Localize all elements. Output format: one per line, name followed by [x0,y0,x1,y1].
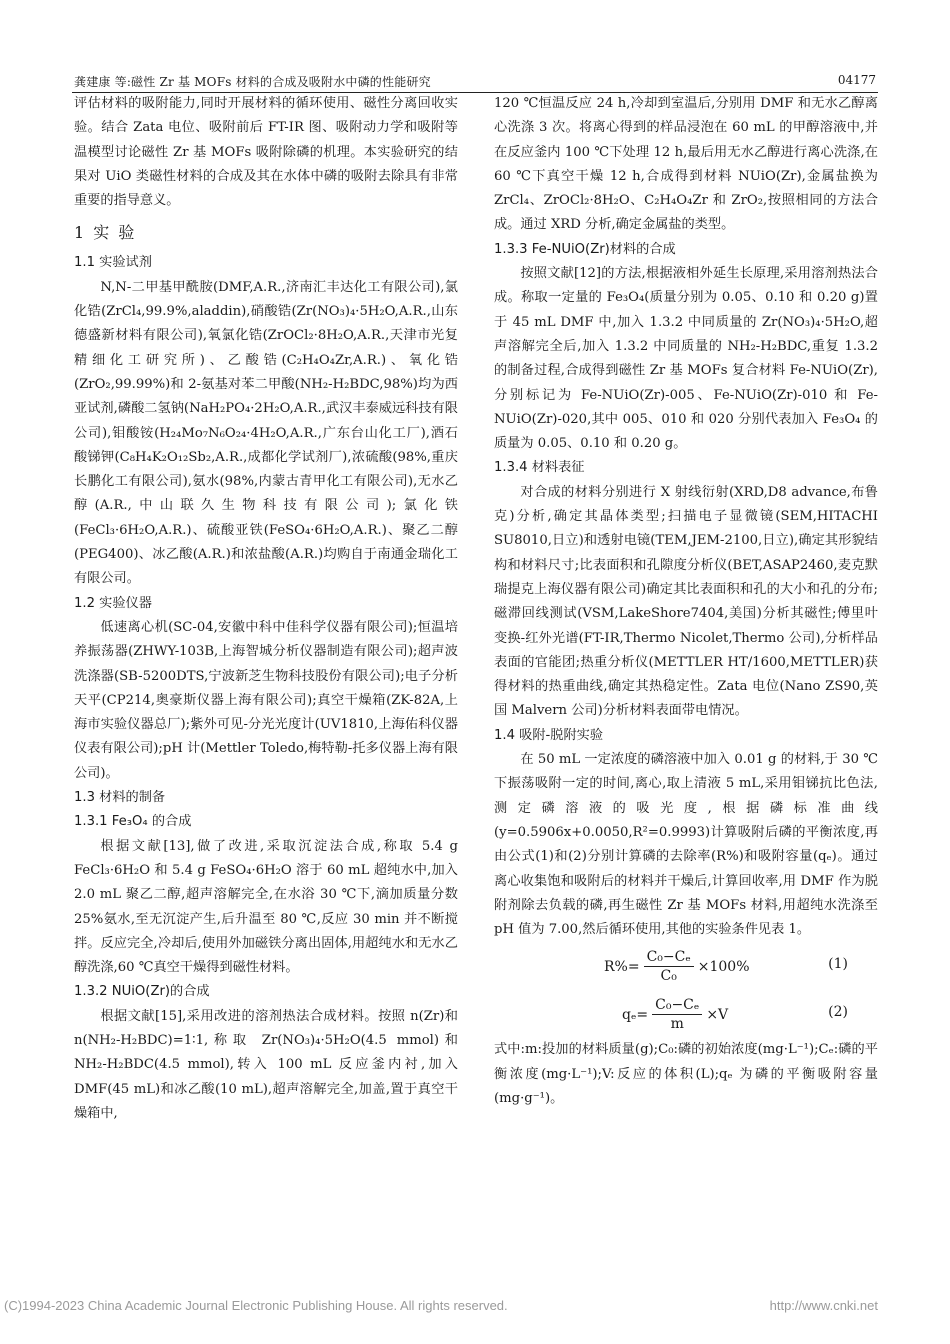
equation-1-denominator: C₀ [660,968,677,985]
adsorption-paragraph: 在 50 mL 一定浓度的磷溶液中加入 0.01 g 的材料,于 30 ℃下振荡吸附一定的时间,离心,取上清液 5 mL,采用钼锑抗比色法,测定磷溶液的吸光度,根据磷标准曲线(y=0.5906x+0.0050,R²=0.9993)计算吸附后磷的平衡浓度,再由公式(1)和(2)分别计算磷的去除率(R%)和吸附容量(qₑ)。通过离心收集饱和吸附后的材料并干燥后,计算回收率,用 DMF 作为脱附剂除去负载的磷,再生磁性 Zr 基 MOFs 材料,用超纯水洗涤至 pH 值为 7.00,然后循环使用,其他的实验条件见表 1。 [494,752,878,938]
subsubsection-heading-fe3o4: 1.3.1 Fe₃O₄ 的合成 [74,814,192,830]
equation-2-denominator: m [670,1016,684,1033]
equation-2 [494,990,878,1038]
subsection-heading-preparation: 1.3 材料的制备 [74,790,166,806]
subsection-heading-reagents: 1.1 实验试剂 [74,255,152,271]
instruments-paragraph: 低速离心机(SC-04,安徽中科中佳科学仪器有限公司);恒温培养振荡器(ZHWY-103B,上海智城分析仪器制造有限公司);超声波洗涤器(SB-5200DTS,宁波新芝生物科技股份有限公司);电子分析天平(CP214,奥豪斯仪器上海有限公司);真空干燥箱(ZK-82A,上海市实验仪器总厂);紫外可见-分光光度计(UV1810,上海佑科仪器仪表有限公司);pH 计(Mettler Toledo,梅特勒-托多仪器上海有限公司)。 [74,619,458,781]
right-column [494,92,878,1111]
footer [0,1298,950,1318]
subsubsection-heading-fe-nuio: 1.3.3 Fe-NUiO(Zr)材料的合成 [494,241,676,257]
equation-1-lhs: R%= [604,958,640,975]
equation-2-lhs: qₑ= [622,1006,649,1023]
equation-2-numerator: C₀−Cₑ [652,996,702,1015]
left-column [74,92,458,1126]
nuio-synthesis-continued: 120 ℃恒温反应 24 h,冷却到室温后,分别用 DMF 和无水乙醇离心洗涤 3 次。将离心得到的样品浸泡在 60 mL 的甲醇溶液中,并在反应釜内 100 ℃下处理 12 h,最后用无水乙醇进行离心洗涤,在 60 ℃下真空干燥 12 h,合成得到材料 NUiO(Zr),金属盐换为 ZrCl₄、ZrOCl₂·8H₂O、C₂H₄O₄Zr 和 ZrO₂,按照相同的方法合成。通过 XRD 分析,确定金属盐的类型。 [494,96,878,233]
fe3o4-synthesis-paragraph: 根据文献[13],做了改进,采取沉淀法合成,称取 5.4 g FeCl₃·6H₂O 和 5.4 g FeSO₄·6H₂O 溶于 60 mL 超纯水中,加入 2.0 mL 聚乙二醇,超声溶解完全,在水浴 30 ℃下,滴加质量分数 25%氨水,至无沉淀产生,后升温至 80 ℃,反应 30 min 并不断搅拌。反应完全,冷却后,使用外加磁铁分离出固体,用超纯水和无水乙醇洗涤,60 ℃真空干燥得到磁性材料。 [74,838,458,976]
running-title: 龚建康 等:磁性 Zr 基 MOFs 材料的合成及吸附水中磷的性能研究 [74,75,431,89]
equation-1-number: (1) [828,956,848,973]
equation-1-rhs: ×100% [697,958,750,975]
fe-nuio-synthesis-paragraph: 按照文献[12]的方法,根据液相外延生长原理,采用溶剂热法合成。称取一定量的 Fe₃O₄(质量分别为 0.05、0.10 和 0.20 g)置于 45 mL DMF 中,加入 1.3.2 中同质量的 Zr(NO₃)₄·5H₂O,超声溶解完全后,加入 1.3.2 中同质量的 NH₂-H₂BDC,重复 1.3.2 的制备过程,合成得到磁性 Zr 基 MOFs 复合材料 Fe-NUiO(Zr),分别标记为 Fe-NUiO(Zr)-005、Fe-NUiO(Zr)-010 和 Fe-NUiO(Zr)-020,其中 005、010 和 020 分别代表加入 Fe₃O₄ 的质量为 0.05、0.10 和 0.20 g。 [494,266,878,452]
equation-2-rhs: ×V [706,1006,729,1023]
page-number: 04177 [837,73,876,87]
section-heading-experiment: 1 实 验 [74,223,137,243]
subsection-heading-adsorption: 1.4 吸附-脱附实验 [494,727,604,743]
subsubsection-heading-nuio: 1.3.2 NUiO(Zr)的合成 [74,984,210,1000]
running-header [72,70,878,93]
copyright-notice: (C)1994-2023 China Academic Journal Electronic Publishing House. All rights reserved. [4,1298,508,1313]
reagents-paragraph: N,N-二甲基甲酰胺(DMF,A.R.,济南汇丰达化工有限公司),氯化锆(ZrCl₄,99.9%,aladdin),硝酸锆(Zr(NO₃)₄·5H₂O,A.R.,山东德盛新材料有限公司),氧氯化锆(ZrOCl₂·8H₂O,A.R.,天津市光复精细化工研究所)、乙酸锆(C₂H₄O₄Zr,A.R.)、氧化锆(ZrO₂,99.99%)和 2-氨基对苯二甲酸(NH₂-H₂BDC,98%)均为西亚试剂,磷酸二氢钠(NaH₂PO₄·2H₂O,A.R.,武汉丰泰威远科技有限公司),钼酸铵(H₂₄Mo₇N₆O₂₄·4H₂O,A.R.,广东台山化工厂),酒石酸锑钾(C₈H₄K₂O₁₂Sb₂,A.R.,成都化学试剂厂),浓硫酸(98%,重庆长鹏化工有限公司),氨水(98%,内蒙古青甲化工有限公司),无水乙醇(A.R.,中山联久生物科技有限公司);氯化铁(FeCl₃·6H₂O,A.R.)、硫酸亚铁(FeSO₄·6H₂O,A.R.)、聚乙二醇(PEG400)、冰乙酸(A.R.)和浓盐酸(A.R.)均购自于南通金瑞化工有限公司。 [74,279,458,587]
subsubsection-heading-characterization: 1.3.4 材料表征 [494,460,585,476]
equation-1-numerator: C₀−Cₑ [644,948,694,967]
equation-1 [494,942,878,990]
equation-2-number: (2) [828,1004,848,1021]
nuio-synthesis-paragraph: 根据文献[15],采用改进的溶剂热法合成材料。按照 n(Zr)和 n(NH₂-H₂BDC)=1∶1,称取 Zr(NO₃)₄·5H₂O(4.5 mmol)和 NH₂-H₂BDC(4.5 mmol),转入 100 mL 反应釜内衬,加入 DMF(45 mL)和冰乙酸(10 mL),超声溶解完全,加盖,置于真空干燥箱中, [74,1008,458,1121]
intro-paragraph: 评估材料的吸附能力,同时开展材料的循环使用、磁性分离回收实验。结合 Zata 电位、吸附前后 FT-IR 图、吸附动力学和吸附等温模型讨论磁性 Zr 基 MOFs 吸附除磷的机理。本实验研究的结果对 UiO 类磁性材料的合成及其在水体中磷的吸附去除具有非常重要的指导意义。 [74,96,458,209]
subsection-heading-instruments: 1.2 实验仪器 [74,595,152,611]
variable-definitions: 式中:m:投加的材料质量(g);C₀:磷的初始浓度(mg·L⁻¹);Cₑ:磷的平衡浓度(mg·L⁻¹);V:反应的体积(L);qₑ 为磷的平衡吸附容量(mg·g⁻¹)。 [494,1042,878,1106]
characterization-paragraph: 对合成的材料分别进行 X 射线衍射(XRD,D8 advance,布鲁克)分析,确定其晶体类型;扫描电子显微镜(SEM,HITACHI SU8010,日立)和透射电镜(TEM,JEM-2100,日立),确定其形貌结构和材料尺寸;比表面积和孔隙度分析仪(BET,ASAP2460,麦克默瑞提克上海仪器有限公司)确定其比表面积和孔的大小和孔的分布;磁滞回线测试(VSM,LakeShore7404,美国)分析其磁性;傅里叶变换-红外光谱(FT-IR,Thermo Nicolet,Thermo 公司),分析样品表面的官能团;热重分析仪(METTLER HT/1600,METTLER)获得材料的热重曲线,确定其热稳定性。Zata 电位(Nano ZS90,英国 Malvern 公司)分析材料表面带电情况。 [494,484,878,719]
footer-url: http://www.cnki.net [769,1298,878,1313]
